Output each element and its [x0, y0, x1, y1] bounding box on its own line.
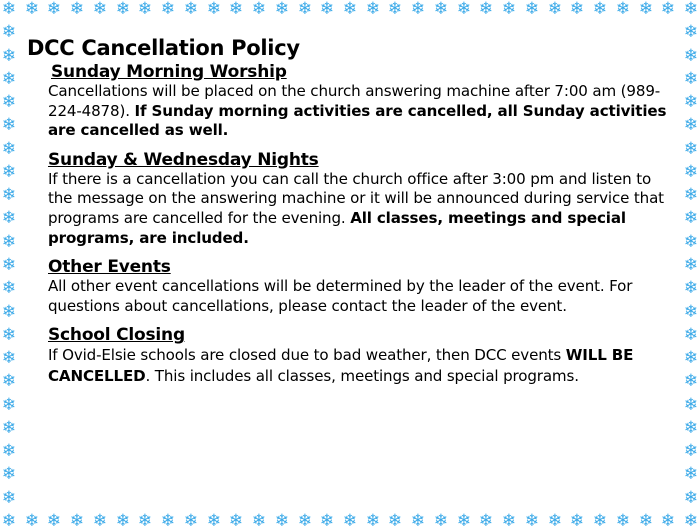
snowflake-icon: ❄	[683, 232, 699, 252]
snowflake-icon: ❄	[501, 511, 517, 530]
snowflake-icon: ❄	[615, 0, 631, 19]
snowflake-icon: ❄	[365, 0, 381, 19]
snowflake-icon: ❄	[1, 92, 17, 112]
section-other-events	[27, 257, 667, 316]
snowflake-icon: ❄	[69, 0, 85, 19]
snowflake-icon: ❄	[387, 511, 403, 530]
snowflake-icon: ❄	[1, 418, 17, 438]
snowflake-icon: ❄	[478, 511, 494, 530]
snowflake-icon: ❄	[683, 488, 699, 508]
snowflake-icon: ❄	[1, 139, 17, 159]
snowflake-icon: ❄	[183, 0, 199, 19]
body-text: If there is a cancellation you can call the church office after 3:00 pm and listen to the message on the answering machine or it will be announced during service that programs are cancelled for the evening.	[48, 169, 664, 227]
snowflake-icon: ❄	[92, 511, 108, 530]
snowflake-icon: ❄	[660, 0, 676, 19]
section-body	[48, 170, 667, 248]
snowflake-icon: ❄	[1, 441, 17, 461]
snowflake-icon: ❄	[24, 0, 40, 19]
body-text: All other event cancellations will be determined by the leader of the event. For questions about cancellations, please contact the leader of the event.	[48, 277, 633, 315]
snowflake-icon: ❄	[683, 46, 699, 66]
snowflake-icon: ❄	[683, 92, 699, 112]
snowflake-icon: ❄	[638, 511, 654, 530]
snowflake-icon: ❄	[342, 511, 358, 530]
snowflake-icon: ❄	[69, 511, 85, 530]
snowflake-icon: ❄	[683, 208, 699, 228]
snowflake-icon: ❄	[206, 0, 222, 19]
section-body	[48, 345, 667, 387]
snowflake-icon: ❄	[1, 232, 17, 252]
snowflake-icon: ❄	[92, 0, 108, 19]
snowflake-icon: ❄	[206, 511, 222, 530]
snowflake-icon: ❄	[569, 511, 585, 530]
snowflake-icon: ❄	[228, 0, 244, 19]
snowflake-icon: ❄	[456, 0, 472, 19]
snowflake-icon: ❄	[569, 0, 585, 19]
snowflake-icon: ❄	[683, 255, 699, 275]
snowflake-icon: ❄	[683, 464, 699, 484]
snowflake-icon: ❄	[183, 511, 199, 530]
snowflake-icon: ❄	[683, 511, 699, 530]
snowflake-icon: ❄	[683, 348, 699, 368]
snowflake-icon: ❄	[615, 511, 631, 530]
snowflake-icon: ❄	[251, 0, 267, 19]
snowflake-icon: ❄	[297, 511, 313, 530]
snowflake-icon: ❄	[683, 371, 699, 391]
snowflake-icon: ❄	[433, 0, 449, 19]
snowflake-icon: ❄	[683, 395, 699, 415]
snowflake-icon: ❄	[683, 418, 699, 438]
body-text: If Ovid-Elsie schools are closed due to bad weather, then DCC events	[48, 346, 566, 365]
section-body	[48, 82, 667, 141]
section-heading: School Closing	[48, 325, 185, 346]
snowflake-icon: ❄	[638, 0, 654, 19]
snowflake-icon: ❄	[160, 511, 176, 530]
snowflake-icon: ❄	[251, 511, 267, 530]
snowflake-icon: ❄	[478, 0, 494, 19]
snowflake-icon: ❄	[592, 0, 608, 19]
snowflake-icon: ❄	[1, 371, 17, 391]
snowflake-icon: ❄	[137, 0, 153, 19]
snowflake-icon: ❄	[410, 511, 426, 530]
snowflake-icon: ❄	[115, 511, 131, 530]
snowflake-icon: ❄	[274, 511, 290, 530]
snowflake-icon: ❄	[228, 511, 244, 530]
snowflake-icon: ❄	[683, 278, 699, 298]
section-heading: Sunday & Wednesday Nights	[48, 149, 319, 170]
snowflake-icon: ❄	[660, 511, 676, 530]
snowflake-icon: ❄	[592, 511, 608, 530]
snowflake-icon: ❄	[456, 511, 472, 530]
snowflake-icon: ❄	[1, 488, 17, 508]
snowflake-icon: ❄	[1, 208, 17, 228]
snowflake-icon: ❄	[683, 325, 699, 345]
section-heading: Sunday Morning Worship	[51, 62, 287, 82]
snowflake-icon: ❄	[1, 162, 17, 182]
snowflake-icon: ❄	[137, 511, 153, 530]
snowflake-icon: ❄	[1, 185, 17, 205]
snowflake-icon: ❄	[683, 115, 699, 135]
body-text: Cancellations will be placed on the church answering machine after 7:00 am (989-224-4878).	[48, 82, 661, 120]
snowflake-icon: ❄	[387, 0, 403, 19]
snowflake-icon: ❄	[547, 0, 563, 19]
snowflake-icon: ❄	[501, 0, 517, 19]
snowflake-icon: ❄	[683, 139, 699, 159]
snowflake-icon: ❄	[115, 0, 131, 19]
snowflake-icon: ❄	[683, 302, 699, 322]
snowflake-icon: ❄	[342, 0, 358, 19]
snowflake-icon: ❄	[1, 325, 17, 345]
snowflake-icon: ❄	[683, 69, 699, 89]
snowflake-icon: ❄	[1, 46, 17, 66]
snowflake-icon: ❄	[1, 255, 17, 275]
snowflake-icon: ❄	[319, 0, 335, 19]
snowflake-icon: ❄	[160, 0, 176, 19]
snowflake-icon: ❄	[1, 511, 17, 530]
snowflake-icon: ❄	[46, 0, 62, 19]
snowflake-icon: ❄	[365, 511, 381, 530]
snowflake-icon: ❄	[1, 22, 17, 42]
body-bold-text: WILL BE CANCELLED	[48, 346, 634, 386]
body-bold-text: If Sunday morning activities are cancelled, all Sunday activities are cancelled as well.	[48, 101, 667, 140]
snowflake-icon: ❄	[683, 22, 699, 42]
snowflake-icon: ❄	[1, 395, 17, 415]
snowflake-icon: ❄	[683, 185, 699, 205]
snowflake-icon: ❄	[46, 511, 62, 530]
snowflake-icon: ❄	[1, 0, 17, 19]
snowflake-icon: ❄	[1, 278, 17, 298]
snowflake-icon: ❄	[297, 0, 313, 19]
snowflake-icon: ❄	[24, 511, 40, 530]
snowflake-icon: ❄	[683, 162, 699, 182]
body-bold-text: All classes, meetings and special programs, are included.	[48, 208, 626, 247]
snowflake-icon: ❄	[1, 302, 17, 322]
snowflake-icon: ❄	[1, 69, 17, 89]
snowflake-icon: ❄	[1, 348, 17, 368]
snowflake-icon: ❄	[683, 0, 699, 19]
snowflake-icon: ❄	[547, 511, 563, 530]
body-text: . This includes all classes, meetings and special programs.	[145, 367, 579, 386]
snowflake-icon: ❄	[274, 0, 290, 19]
snowflake-icon: ❄	[524, 0, 540, 19]
policy-title: DCC Cancellation Policy	[27, 36, 300, 60]
policy-content	[27, 36, 667, 396]
section-heading: Other Events	[48, 257, 171, 278]
section-body	[48, 277, 667, 316]
snowflake-icon: ❄	[1, 115, 17, 135]
section-sunday-morning-worship	[27, 62, 667, 141]
snowflake-icon: ❄	[524, 511, 540, 530]
section-school-closing	[27, 325, 667, 387]
section-sunday-wednesday-nights	[27, 150, 667, 248]
snowflake-icon: ❄	[1, 464, 17, 484]
snowflake-icon: ❄	[683, 441, 699, 461]
snowflake-icon: ❄	[433, 511, 449, 530]
snowflake-icon: ❄	[410, 0, 426, 19]
snowflake-icon: ❄	[319, 511, 335, 530]
